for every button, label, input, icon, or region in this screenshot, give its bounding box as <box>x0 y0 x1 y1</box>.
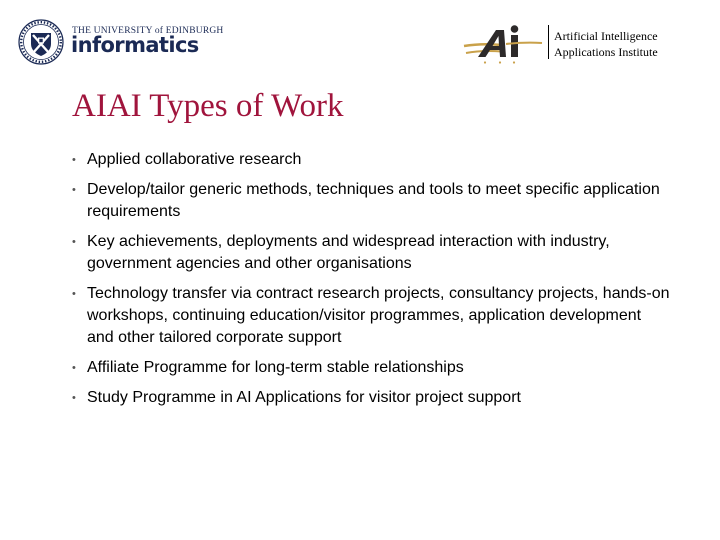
bullet-text: Technology transfer via contract research projects, consultancy projects, hands-on workshops, continuing education/visitor programmes, application development and other tailored corporate support <box>87 285 670 346</box>
aiai-logo-icon <box>462 24 544 66</box>
bullet-text: Applied collaborative research <box>87 151 302 168</box>
bullet-text: Affiliate Programme for long-term stable relationships <box>87 359 464 376</box>
bullet-dot-icon: • <box>72 288 76 300</box>
department-wordmark: informatics <box>71 33 199 57</box>
bullet-item <box>72 387 672 409</box>
institute-name <box>554 29 658 60</box>
bullet-text: Key achievements, deployments and widespread interaction with industry, government agencies and other organisations <box>87 233 610 272</box>
bullet-dot-icon: • <box>72 154 76 166</box>
bullet-item <box>72 283 672 349</box>
bullet-item <box>72 149 672 171</box>
bullet-item <box>72 231 672 275</box>
bullet-dot-icon: • <box>72 392 76 404</box>
university-name: THE UNIVERSITY of EDINBURGH <box>72 26 224 36</box>
slide-header <box>0 0 720 80</box>
slide-title: AIAI Types of Work <box>72 88 344 124</box>
institute-name-line-2: Applications Institute <box>554 44 658 59</box>
edinburgh-crest-icon <box>18 19 64 65</box>
institute-name-line-1: Artificial Intelligence <box>554 29 658 43</box>
bullet-text: Develop/tailor generic methods, techniques and tools to meet specific application requirements <box>87 181 660 220</box>
bullet-dot-icon: • <box>72 236 76 248</box>
aiai-divider <box>548 25 549 59</box>
bullet-item <box>72 179 672 223</box>
bullet-list <box>72 149 672 417</box>
bullet-dot-icon: • <box>72 362 76 374</box>
bullet-text: Study Programme in AI Applications for visitor project support <box>87 389 521 406</box>
bullet-item <box>72 357 672 379</box>
bullet-dot-icon: • <box>72 184 76 196</box>
